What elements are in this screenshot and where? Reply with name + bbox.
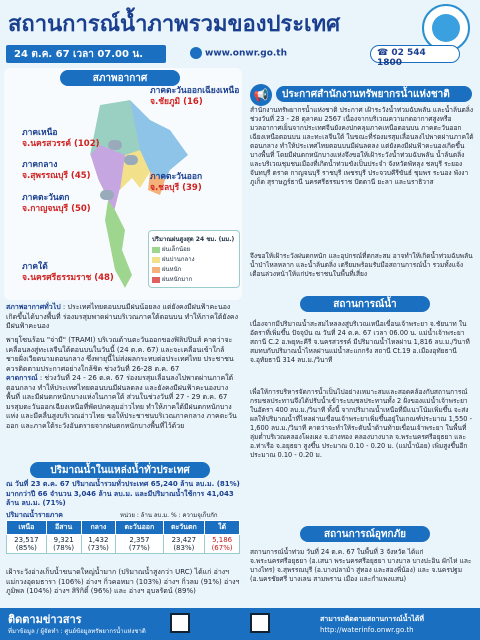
table-header: ใต้ — [205, 521, 240, 535]
footer-title: ติดตามข่าวสาร — [8, 613, 82, 626]
region-north: ภาคเหนือ จ.นครสวรรค์ (102) — [22, 128, 100, 149]
footer-subtitle: ที่มาข้อมูล / ผู้จัดทำ : ศูนย์ข้อมูลทรัพยากรน้ำแห่งชาติ — [8, 628, 146, 635]
qr-code[interactable] — [170, 613, 190, 633]
table-header: ตะวันออก — [116, 521, 163, 535]
table-header: กลาง — [81, 521, 116, 535]
region-east: ภาคตะวันออก จ.ชลบุรี (39) — [150, 172, 203, 193]
situation-text-2: เพื่อให้การบริหารจัดการน้ำเป็นไปอย่างเหมาะสมและสอดคล้องกับสถานการณ์ กรมชลประทานจึงได้ปรับน้ำเข้าระบบชลประทานทั้ง 2 ฝั่งของแม่น้ำเจ้าพระยา ในอัตรา 400 ลบ.ม./วินาที ทั้งนี้ จากปริมาณน้ำเหนือที่มีแนวโน้มเพิ่มขึ้น จะส่งผลให้ปริมาณน้ำที่ไหลผ่านเขื่อนเจ้าพระยาเพิ่มขึ้นอยู่ในเกณฑ์ประมาณ 1,550 - 1,600 ลบ.ม./วินาที คาดว่าจะทำให้ระดับน้ำด้านท้ายเขื่อนเจ้าพระยา ในพื้นที่ลุ่มต่ำบริเวณคลองโผงเผง จ.อ่างทอง คลองบางบาล จ.พระนครศรีอยุธยา และ อ.ท่าเรือ จ.อยุธยา สูงขึ้น ประมาณ 0.10 - 0.20 ม. (แม่น้ำน้อย) เพิ่มสูงขึ้นอีกประมาณ 0.10 - 0.20 ม. — [250, 388, 472, 459]
globe-icon — [190, 47, 202, 59]
announcement-section-title: ประกาศสำนักงานทรัพยากรน้ำแห่งชาติ — [276, 86, 472, 102]
table-header: ตะวันตก — [163, 521, 205, 535]
flood-section-title: สถานการณ์อุทกภัย — [300, 526, 430, 542]
reservoir-note: เฝ้าระวังอ่างเก็บน้ำขนาดใหญ่น้ำมาก (ปริมาณน้ำสูงกว่า URC) ได้แก่ อ่างฯ แม่กวงอุดมธารา (106%) อ่างฯ กิ่วคอหมา (103%) อ่างฯ กิ่วลม (91%) อ่างฯ ภูมิพล (104%) อ่างฯ สิริกิติ์ (96%) และ อ่างฯ อุบลรัตน์ (89%) — [6, 568, 240, 595]
footer-right-title: สามารถติดตามสถานการณ์น้ำได้ที่ — [320, 615, 424, 623]
table-header: อีสาน — [46, 521, 81, 535]
megaphone-icon: 📢 — [250, 84, 272, 106]
table-unit: หน่วย : ล้าน ลบ.ม. % : ความจุเก็บกัก — [120, 512, 218, 519]
situation-text: เนื่องจากมีปริมาณน้ำสะสมไหลลงสู่บริเวณเหนือเขื่อนเจ้าพระยา จ.ชัยนาท ในอัตราที่เพิ่มขึ้น ปัจจุบัน ณ วันที่ 24 ต.ค. 67 เวลา 06.00 น. แม่น้ำเจ้าพระยา สถานี C.2 อ.พยุหะคีรี จ.นครสวรรค์ มีปริมาณน้ำไหลผ่าน 1,816 ลบ.ม./วินาที สมทบกับปริมาณน้ำไหลผ่านแม่น้ำสะแกกรัง สถานี Ct.19 อ.เมืองอุทัยธานี จ.อุทัยธานี 314 ลบ.ม./วินาที — [250, 320, 470, 364]
page-title: สถานการณ์น้ำภาพรวมของประเทศ — [8, 12, 341, 37]
situation-section-title: สถานการณ์น้ำ — [300, 296, 430, 312]
region-west: ภาคตะวันตก จ.กาญจนบุรี (50) — [22, 193, 91, 214]
region-central: ภาคกลาง จ.สุพรรณบุรี (45) — [22, 160, 91, 181]
reservoir-summary: ณ วันที่ 23 ต.ค. 67 ปริมาณน้ำรวมทั่วประเทศ 65,240 ล้าน ลบ.ม. (81%) มากกว่าปี 66 จำนวน 3,046 ล้าน ลบ.ม. และมีปริมาณน้ำใช้การ 41,043 ล้าน ลบ.ม. (71%) — [6, 480, 240, 507]
weather-summary: สภาพอากาศทั่วไป : ประเทศไทยตอนบนมีฝนน้อยลง แต่ยังคงมีฝนฟ้าคะนองเกิดขึ้นได้บางพื้นที่ ร่องมรสุมพาดผ่านบริเวณภาคใต้ตอนบน ทำให้ภาคใต้ยังคงมีฝนฟ้าคะนอง — [6, 303, 238, 330]
region-south: ภาคใต้ จ.นครศรีธรรมราช (48) — [22, 262, 114, 283]
rain-cloud-icon — [100, 190, 114, 200]
qr-code[interactable] — [250, 613, 270, 633]
table-row: 23,517 (85%) 9,321 (78%) 1,432 (73%) 2,357 (77%) 23,427 (83%) 5,186 (67%) — [7, 535, 240, 554]
forecast-text: คาดการณ์ : ช่วงวันที่ 24 - 26 ต.ค. 67 ร่องมรสุมเลื่อนลงไปพาดผ่านภาคใต้ตอนกลาง ทำให้ประเทศไทยตอนบนมีฝนลดลง และยังคงมีฝนฟ้าคะนองบางพื้นที่ และมีฝนตกหนักบางแห่งในภาคใต้ ส่วนในช่วงวันที่ 27 - 29 ต.ค. 67 มรสุมตะวันออกเฉียงเหนือที่พัดปกคลุมอ่าวไทย ทำให้ภาคใต้มีฝนตกหนักบางแห่ง และมีคลื่นสูงบริเวณอ่าวไทย ขอให้ประชาชนบริเวณภาคกลาง ภาคตะวันออก และภาคใต้ระวังอันตรายจากฝนตกหนักบางพื้นที่ไว้ด้วย — [6, 374, 237, 430]
announcement-text-2: จึงขอให้เฝ้าระวังฝนตกหนัก และอุปกรณ์ที่ตกสะสม อาจทำให้เกิดน้ำท่วมฉับพลัน น้ำป่าไหลหลาก และน้ำล้นตลิ่ง เตรียมพร้อมรับมือสถานการณ์น้ำ รวมทั้งแจ้งเตือนล่วงหน้าให้แก่ประชาชนในพื้นที่เสี่ยง — [250, 252, 473, 278]
rain-legend: ปริมาณฝนสูงสุด 24 ชม. (มม.) ฝนเล็กน้อย ฝนปานกลาง ฝนหนัก ฝนหนักมาก — [148, 230, 240, 288]
reservoir-table — [6, 520, 240, 554]
announcement-text: สำนักงานทรัพยากรน้ำแห่งชาติ ประกาศ เฝ้าระวังน้ำท่วมฉับพลัน และน้ำล้นตลิ่ง ช่วงวันที่ 23 - 28 ตุลาคม 2567 เนื่องจากบริเวณความกดอากาศสูงหรือมวลอากาศเย็นจากประเทศจีนยังคงปกคลุมภาคเหนือตอนบน ภาคตะวันออกเฉียงเหนือตอนบน และทะเลจีนใต้ ในขณะที่ร่องมรสุมเลื่อนลงไปพาดผ่านภาคใต้ตอนกลาง ทำให้ประเทศไทยตอนบนมีฝนลดลง แต่ยังคงมีฝนฟ้าคะนองเกิดขึ้นบางพื้นที่ โดยมีฝนตกหนักบางแห่งจึงขอให้เฝ้าระวังน้ำท่วมฉับพลัน น้ำล้นตลิ่ง และบริเวณชุมชนเมืองที่เกิดน้ำท่วมขังเป็นประจำ จังหวัดพัทลุง ชลบุรี ระยอง จันทบุรี ตราด กาญจนบุรี ราชบุรี เพชรบุรี ประจวบคีรีขันธ์ ชุมพร ระนอง พังงา ภูเก็ต สุราษฎร์ธานี นครศรีธรรมราช ปัตตานี ยะลา และนราธิวาส — [250, 106, 474, 186]
phone-number[interactable]: ☎ 02 544 1800 — [370, 45, 460, 63]
region-northeast: ภาคตะวันออกเฉียงเหนือ จ.ชัยภูมิ (16) — [150, 86, 240, 107]
table-caption: ปริมาณน้ำรายภาค — [6, 511, 63, 519]
weather-section-title: สภาพอากาศ — [60, 70, 180, 86]
flood-text: สถานการณ์น้ำท่วม วันที่ 24 ต.ค. 67 ในพื้นที่ 3 จังหวัด ได้แก่ จ.พระนครศรีอยุธยา (อ.เสนา พระนครศรีอยุธยา บางบาล บางปะอิน ผักไห่ และบางไทร) จ.สุพรรณบุรี (อ.บางปลาม้า สู่ทอง และสองพี่น้อง) และ จ.นครปฐม (อ.นครชัยศรี บางเลน สามพราน เมือง และกำแพงแสน) — [250, 548, 472, 583]
report-date: 24 ต.ค. 67 เวลา 07.00 น. — [6, 45, 166, 63]
phone-icon: ☎ — [377, 48, 392, 58]
table-header: เหนือ — [7, 521, 47, 535]
rain-cloud-icon — [108, 140, 122, 150]
storm-text: พายุโซนร้อน "จ่ามี" (TRAMI) บริเวณด้านตะวันออกของฟิลิปปินส์ คาดว่าจะเคลื่อนลงสู่ทะเลจีนใต้ตอนบนในวันนี้ (24 ต.ค. 67) และจะเคลื่อนเข้าใกล้ชายฝั่งเวียดนามตอนกลาง ซึ่งพายุนี้ไม่ส่งผลกระทบต่อประเทศไทย ประชาชนควรติดตามประกาศอย่างใกล้ชิด ช่วงวันที่ 26-28 ต.ค. 67 — [6, 336, 234, 373]
waterinfo-link[interactable]: http://waterinfo.onwr.go.th — [320, 626, 414, 634]
footer — [0, 608, 480, 640]
rain-cloud-icon — [124, 155, 138, 165]
website-link[interactable]: www.onwr.go.th — [190, 47, 287, 59]
reservoir-section-title: ปริมาณน้ำในแหล่งน้ำทั่วประเทศ — [30, 462, 210, 478]
